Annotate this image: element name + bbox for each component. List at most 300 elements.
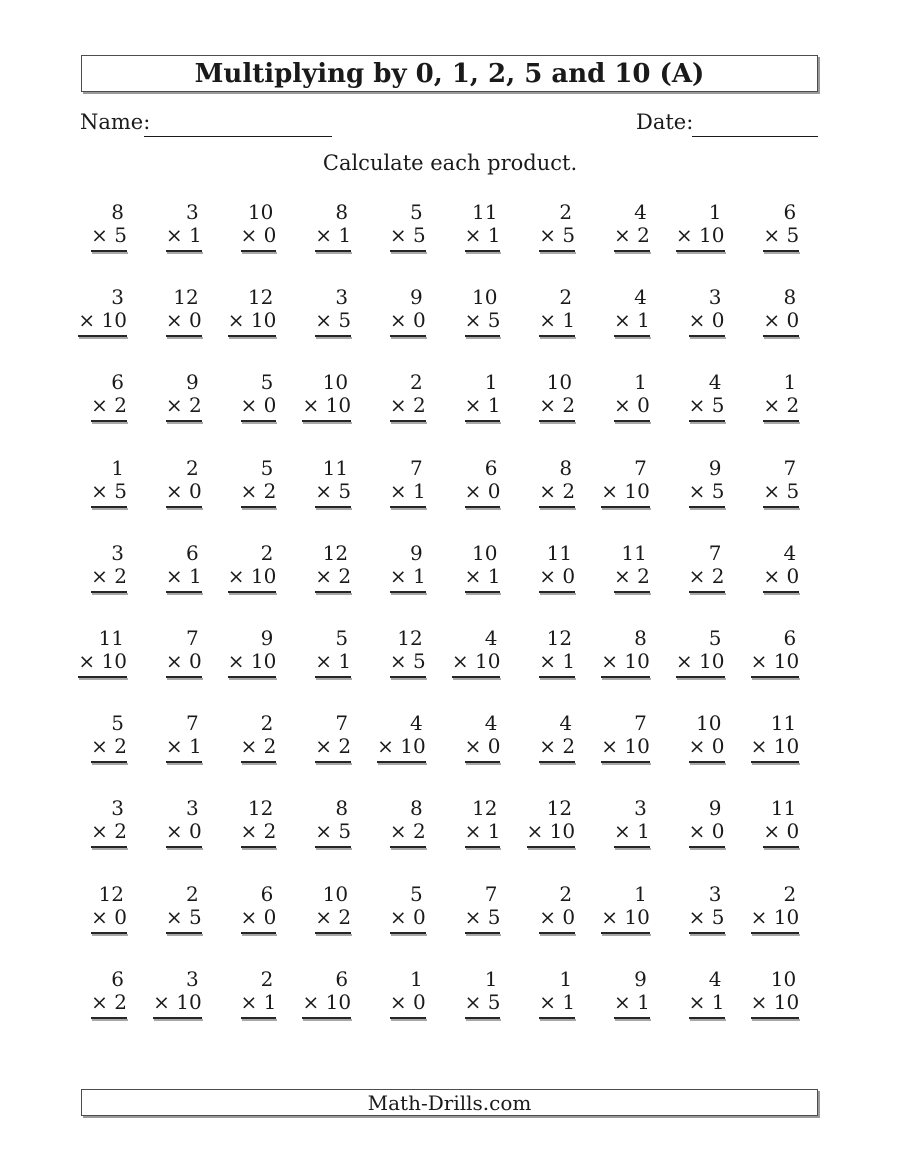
multiplier: 10 [474, 648, 501, 673]
multiplier: 10 [773, 734, 800, 759]
answer-line[interactable] [539, 932, 575, 934]
multiplier: 5 [114, 478, 127, 503]
answer-line[interactable] [166, 761, 202, 763]
multiplication-problem [538, 457, 576, 508]
multiplier: 5 [487, 904, 501, 929]
answer-line[interactable] [228, 591, 277, 593]
multiplier-row [689, 820, 725, 843]
multiplicand: 5 [708, 625, 722, 650]
problems-grid [74, 201, 800, 1053]
name-input-line[interactable] [144, 121, 332, 137]
multiplier-row [465, 906, 501, 929]
multiplier-row [91, 735, 127, 758]
multiplier: 10 [250, 308, 277, 333]
answer-line[interactable] [166, 591, 202, 593]
multiplier-row [166, 480, 202, 503]
answer-line[interactable] [315, 761, 351, 763]
answer-line[interactable] [751, 761, 800, 763]
answer-line[interactable] [91, 420, 127, 422]
times-icon: × [464, 734, 488, 759]
multiplication-problem [538, 286, 576, 337]
problem-bottom-unit [165, 820, 203, 848]
answer-line[interactable] [614, 250, 650, 252]
answer-line[interactable] [601, 932, 650, 934]
answer-line[interactable] [390, 420, 426, 422]
multiplicand: 1 [559, 966, 573, 991]
multiplier: 2 [786, 393, 800, 418]
times-icon: × [315, 308, 339, 333]
times-icon: × [539, 563, 563, 588]
multiplier: 0 [263, 393, 277, 418]
multiplication-problem [688, 968, 726, 1019]
answer-line[interactable] [689, 420, 725, 422]
multiplicand: 2 [783, 881, 797, 906]
problem-bottom-unit [90, 906, 128, 934]
multiplier: 2 [637, 223, 650, 247]
problem-bottom-unit [762, 309, 800, 337]
multiplier: 1 [637, 819, 650, 844]
multiplier-row [751, 735, 800, 758]
multiplier-row [166, 820, 202, 843]
answer-line[interactable] [614, 335, 650, 337]
multiplier: 2 [114, 734, 127, 759]
multiplicand: 9 [708, 455, 722, 480]
problem-bottom-unit [675, 650, 726, 678]
answer-line[interactable] [390, 1017, 426, 1019]
multiplicand: 12 [546, 796, 573, 821]
answer-line[interactable] [241, 761, 277, 763]
multiplier: 10 [773, 904, 800, 929]
times-icon: × [389, 308, 414, 333]
multiplication-problem [314, 883, 352, 934]
multiplier-row [315, 820, 351, 843]
multiplication-problem [538, 883, 576, 934]
multiplier: 10 [400, 734, 426, 759]
multiplier: 1 [263, 989, 277, 1014]
multiplication-problem [227, 627, 278, 678]
multiplication-problem [152, 968, 203, 1019]
multiplicand: 6 [111, 370, 124, 395]
answer-line[interactable] [241, 250, 277, 252]
problem-bottom-unit [600, 906, 651, 934]
multiplier-row [614, 224, 650, 247]
answer-line[interactable] [465, 932, 501, 934]
answer-line[interactable] [91, 1017, 127, 1019]
multiplier-row [614, 820, 650, 843]
answer-line[interactable] [527, 846, 576, 848]
answer-line[interactable] [601, 761, 650, 763]
times-icon: × [688, 904, 712, 929]
answer-line[interactable] [166, 506, 202, 508]
answer-line[interactable] [390, 335, 426, 337]
multiplicand: 6 [111, 966, 124, 991]
answer-line[interactable] [689, 932, 725, 934]
multiplier-row [315, 735, 351, 758]
multiplication-problem [762, 797, 800, 848]
answer-line[interactable] [601, 676, 650, 678]
times-icon: × [165, 223, 189, 247]
multiplicand: 7 [783, 455, 797, 480]
multiplication-problem [389, 797, 427, 848]
problem-bottom-unit [240, 735, 278, 763]
times-icon: × [240, 734, 264, 759]
multiplication-problem [464, 542, 502, 593]
multiplicand: 1 [783, 370, 797, 395]
answer-line[interactable] [241, 506, 277, 508]
multiplication-problem [688, 457, 726, 508]
multiplier: 0 [637, 393, 650, 418]
answer-line[interactable] [465, 761, 501, 763]
problem-bottom-unit [165, 224, 203, 252]
times-icon: × [315, 223, 339, 247]
problem-bottom-unit [314, 820, 352, 848]
answer-line[interactable] [689, 591, 725, 593]
multiplication-problem [613, 201, 651, 252]
answer-line[interactable] [689, 1017, 725, 1019]
answer-line[interactable] [302, 1017, 351, 1019]
multiplication-problem [376, 712, 427, 763]
multiplicand: 3 [708, 285, 722, 310]
answer-line[interactable] [689, 335, 725, 337]
answer-line[interactable] [166, 846, 202, 848]
multiplier: 2 [562, 478, 576, 503]
date-input-line[interactable] [692, 121, 818, 137]
multiplicand: 8 [111, 200, 124, 224]
problem-bottom-unit [762, 565, 800, 593]
answer-line[interactable] [315, 846, 351, 848]
multiplier-row [241, 224, 277, 247]
problem-bottom-unit [90, 735, 128, 763]
multiplier: 10 [250, 648, 277, 673]
times-icon: × [688, 989, 712, 1014]
answer-line[interactable] [614, 1017, 650, 1019]
multiplicand: 7 [410, 455, 423, 480]
multiplier-row [763, 224, 799, 247]
times-icon: × [464, 478, 488, 503]
answer-line[interactable] [91, 591, 127, 593]
multiplication-problem [90, 201, 128, 252]
multiplier: 5 [188, 904, 202, 929]
multiplicand: 4 [484, 711, 498, 736]
multiplier-row [91, 906, 127, 929]
multiplier-row [91, 820, 127, 843]
answer-line[interactable] [78, 676, 127, 678]
times-icon: × [389, 648, 414, 673]
answer-line[interactable] [315, 591, 351, 593]
times-icon: × [763, 478, 787, 503]
problem-bottom-unit [538, 735, 576, 763]
multiplicand: 8 [335, 200, 349, 224]
multiplicand: 5 [410, 200, 423, 224]
multiplier-row [390, 480, 426, 503]
answer-line[interactable] [377, 761, 426, 763]
answer-line[interactable] [539, 761, 575, 763]
answer-line[interactable] [91, 932, 127, 934]
multiplicand: 1 [708, 200, 722, 224]
answer-line[interactable] [763, 846, 799, 848]
problem-bottom-unit [165, 565, 203, 593]
times-icon: × [688, 819, 712, 844]
multiplicand: 3 [111, 540, 124, 565]
multiplication-problem [90, 968, 128, 1019]
answer-line[interactable] [465, 846, 501, 848]
answer-line[interactable] [228, 676, 277, 678]
answer-line[interactable] [315, 250, 351, 252]
answer-line[interactable] [763, 591, 799, 593]
multiplier: 0 [786, 819, 800, 844]
answer-line[interactable] [539, 676, 575, 678]
answer-line[interactable] [302, 420, 351, 422]
answer-line[interactable] [390, 846, 426, 848]
multiplier-row [465, 735, 501, 758]
problem-bottom-unit [240, 394, 278, 422]
answer-line[interactable] [465, 420, 501, 422]
multiplier-row [676, 650, 725, 673]
multiplier: 10 [699, 223, 725, 247]
answer-line[interactable] [614, 591, 650, 593]
problem-bottom-unit [538, 480, 576, 508]
multiplier-row [689, 565, 725, 588]
times-icon: × [389, 478, 414, 503]
answer-line[interactable] [390, 591, 426, 593]
multiplier: 10 [101, 648, 127, 673]
multiplicand: 3 [111, 285, 124, 310]
multiplier-row [390, 309, 426, 332]
multiplier: 0 [188, 478, 202, 503]
multiplication-problem [538, 627, 576, 678]
problem-bottom-unit [613, 820, 651, 848]
multiplier-row [539, 650, 575, 673]
multiplicand: 5 [335, 625, 349, 650]
multiplication-problem [688, 883, 726, 934]
multiplier: 5 [413, 223, 426, 247]
multiplier-row [527, 820, 576, 843]
multiplier: 2 [338, 734, 352, 759]
multiplicand: 6 [484, 455, 498, 480]
times-icon: × [464, 393, 488, 418]
multiplier-row [601, 735, 650, 758]
multiplier: 5 [711, 478, 725, 503]
problem-bottom-unit [77, 650, 128, 678]
problem-bottom-unit [464, 224, 502, 252]
answer-line[interactable] [315, 932, 351, 934]
answer-line[interactable] [465, 591, 501, 593]
answer-line[interactable] [676, 250, 725, 252]
multiplication-problem [464, 286, 502, 337]
problem-bottom-unit [538, 309, 576, 337]
answer-line[interactable] [91, 506, 127, 508]
answer-line[interactable] [241, 846, 277, 848]
answer-line[interactable] [689, 506, 725, 508]
multiplicand: 8 [634, 625, 647, 650]
answer-line[interactable] [539, 1017, 575, 1019]
answer-line[interactable] [390, 676, 426, 678]
times-icon: × [389, 563, 414, 588]
multiplier: 1 [413, 563, 426, 588]
problem-bottom-unit [688, 820, 726, 848]
answer-line[interactable] [241, 932, 277, 934]
multiplicand: 10 [546, 370, 573, 395]
answer-line[interactable] [676, 676, 725, 678]
multiplier-row [465, 309, 501, 332]
answer-line[interactable] [751, 1017, 800, 1019]
problem-bottom-unit [389, 224, 427, 252]
answer-line[interactable] [390, 250, 426, 252]
multiplication-problem [464, 968, 502, 1019]
multiplication-problem [165, 712, 203, 763]
multiplier: 10 [624, 734, 650, 759]
multiplier: 5 [487, 989, 501, 1014]
multiplicand: 2 [185, 881, 199, 906]
times-icon: × [315, 819, 339, 844]
multiplication-problem [750, 627, 801, 678]
multiplicand: 2 [559, 881, 573, 906]
answer-line[interactable] [452, 676, 501, 678]
answer-line[interactable] [166, 420, 202, 422]
problem-bottom-unit [600, 480, 651, 508]
times-icon: × [688, 734, 712, 759]
problem-bottom-unit [165, 650, 203, 678]
answer-line[interactable] [315, 335, 351, 337]
multiplier-row [390, 565, 426, 588]
problem-bottom-unit [750, 991, 801, 1019]
multiplicand: 6 [783, 200, 797, 224]
times-icon: × [464, 989, 488, 1014]
multiplier: 0 [711, 734, 725, 759]
problem-bottom-unit [688, 480, 726, 508]
multiplier-row [241, 991, 277, 1014]
answer-line[interactable] [228, 335, 277, 337]
multiplication-problem [600, 712, 651, 763]
multiplier-row [539, 224, 575, 247]
times-icon: × [377, 734, 401, 759]
times-icon: × [315, 563, 339, 588]
multiplicand: 2 [559, 200, 573, 224]
problem-bottom-unit [389, 991, 427, 1019]
multiplier: 1 [188, 223, 202, 247]
multiplier: 10 [624, 648, 650, 673]
problem-bottom-unit [301, 394, 352, 422]
multiplication-problem [538, 201, 576, 252]
multiplier: 1 [188, 563, 202, 588]
times-icon: × [601, 904, 625, 929]
answer-line[interactable] [390, 506, 426, 508]
multiplication-problem [77, 286, 128, 337]
times-icon: × [613, 819, 638, 844]
multiplier-row [614, 394, 650, 417]
times-icon: × [302, 393, 326, 418]
multiplicand: 12 [397, 625, 423, 650]
times-icon: × [750, 648, 774, 673]
times-icon: × [91, 223, 115, 247]
answer-line[interactable] [689, 846, 725, 848]
multiplier-row [78, 309, 127, 332]
times-icon: × [389, 904, 414, 929]
problem-bottom-unit [90, 224, 128, 252]
multiplicand: 7 [185, 625, 199, 650]
answer-line[interactable] [166, 932, 202, 934]
times-icon: × [389, 393, 414, 418]
answer-line[interactable] [166, 676, 202, 678]
multiplier-row [166, 650, 202, 673]
answer-line[interactable] [241, 420, 277, 422]
answer-line[interactable] [763, 335, 799, 337]
multiplication-problem [227, 286, 278, 337]
answer-line[interactable] [539, 591, 575, 593]
answer-line[interactable] [751, 932, 800, 934]
answer-line[interactable] [465, 1017, 501, 1019]
answer-line[interactable] [763, 420, 799, 422]
multiplier-row [390, 906, 426, 929]
answer-line[interactable] [315, 506, 351, 508]
multiplier-row [601, 650, 650, 673]
answer-line[interactable] [614, 420, 650, 422]
problem-bottom-unit [240, 224, 278, 252]
answer-line[interactable] [166, 250, 202, 252]
answer-line[interactable] [153, 1017, 202, 1019]
multiplication-problem [538, 712, 576, 763]
multiplier: 0 [487, 478, 501, 503]
answer-line[interactable] [601, 506, 650, 508]
problem-bottom-unit [613, 394, 651, 422]
problem-bottom-unit [165, 735, 203, 763]
multiplier: 0 [188, 308, 202, 333]
answer-line[interactable] [465, 335, 501, 337]
times-icon: × [601, 478, 625, 503]
answer-line[interactable] [91, 846, 127, 848]
answer-line[interactable] [539, 335, 575, 337]
multiplier: 0 [413, 989, 426, 1014]
answer-line[interactable] [465, 250, 501, 252]
problem-bottom-unit [688, 906, 726, 934]
multiplicand: 8 [783, 285, 797, 310]
answer-line[interactable] [763, 506, 799, 508]
multiplicand: 10 [770, 966, 797, 991]
multiplier-row [166, 309, 202, 332]
answer-line[interactable] [241, 1017, 277, 1019]
multiplicand: 7 [708, 540, 722, 565]
multiplier: 2 [562, 393, 576, 418]
problem-bottom-unit [389, 565, 427, 593]
multiplier: 1 [562, 648, 576, 673]
multiplication-problem [90, 883, 128, 934]
answer-line[interactable] [91, 250, 127, 252]
times-icon: × [165, 478, 189, 503]
answer-line[interactable] [465, 506, 501, 508]
answer-line[interactable] [539, 420, 575, 422]
answer-line[interactable] [539, 506, 575, 508]
answer-line[interactable] [689, 761, 725, 763]
multiplicand: 12 [247, 285, 274, 310]
answer-line[interactable] [390, 932, 426, 934]
problem-bottom-unit [750, 906, 801, 934]
times-icon: × [153, 989, 177, 1014]
answer-line[interactable] [78, 335, 127, 337]
problem-bottom-unit [464, 565, 502, 593]
answer-line[interactable] [315, 676, 351, 678]
answer-line[interactable] [614, 846, 650, 848]
multiplier-row [751, 650, 800, 673]
multiplication-problem [526, 797, 577, 848]
times-icon: × [240, 478, 264, 503]
answer-line[interactable] [763, 250, 799, 252]
multiplication-problem [90, 797, 128, 848]
answer-line[interactable] [751, 676, 800, 678]
multiplicand: 3 [634, 796, 647, 821]
answer-line[interactable] [91, 761, 127, 763]
answer-line[interactable] [166, 335, 202, 337]
answer-line[interactable] [539, 250, 575, 252]
